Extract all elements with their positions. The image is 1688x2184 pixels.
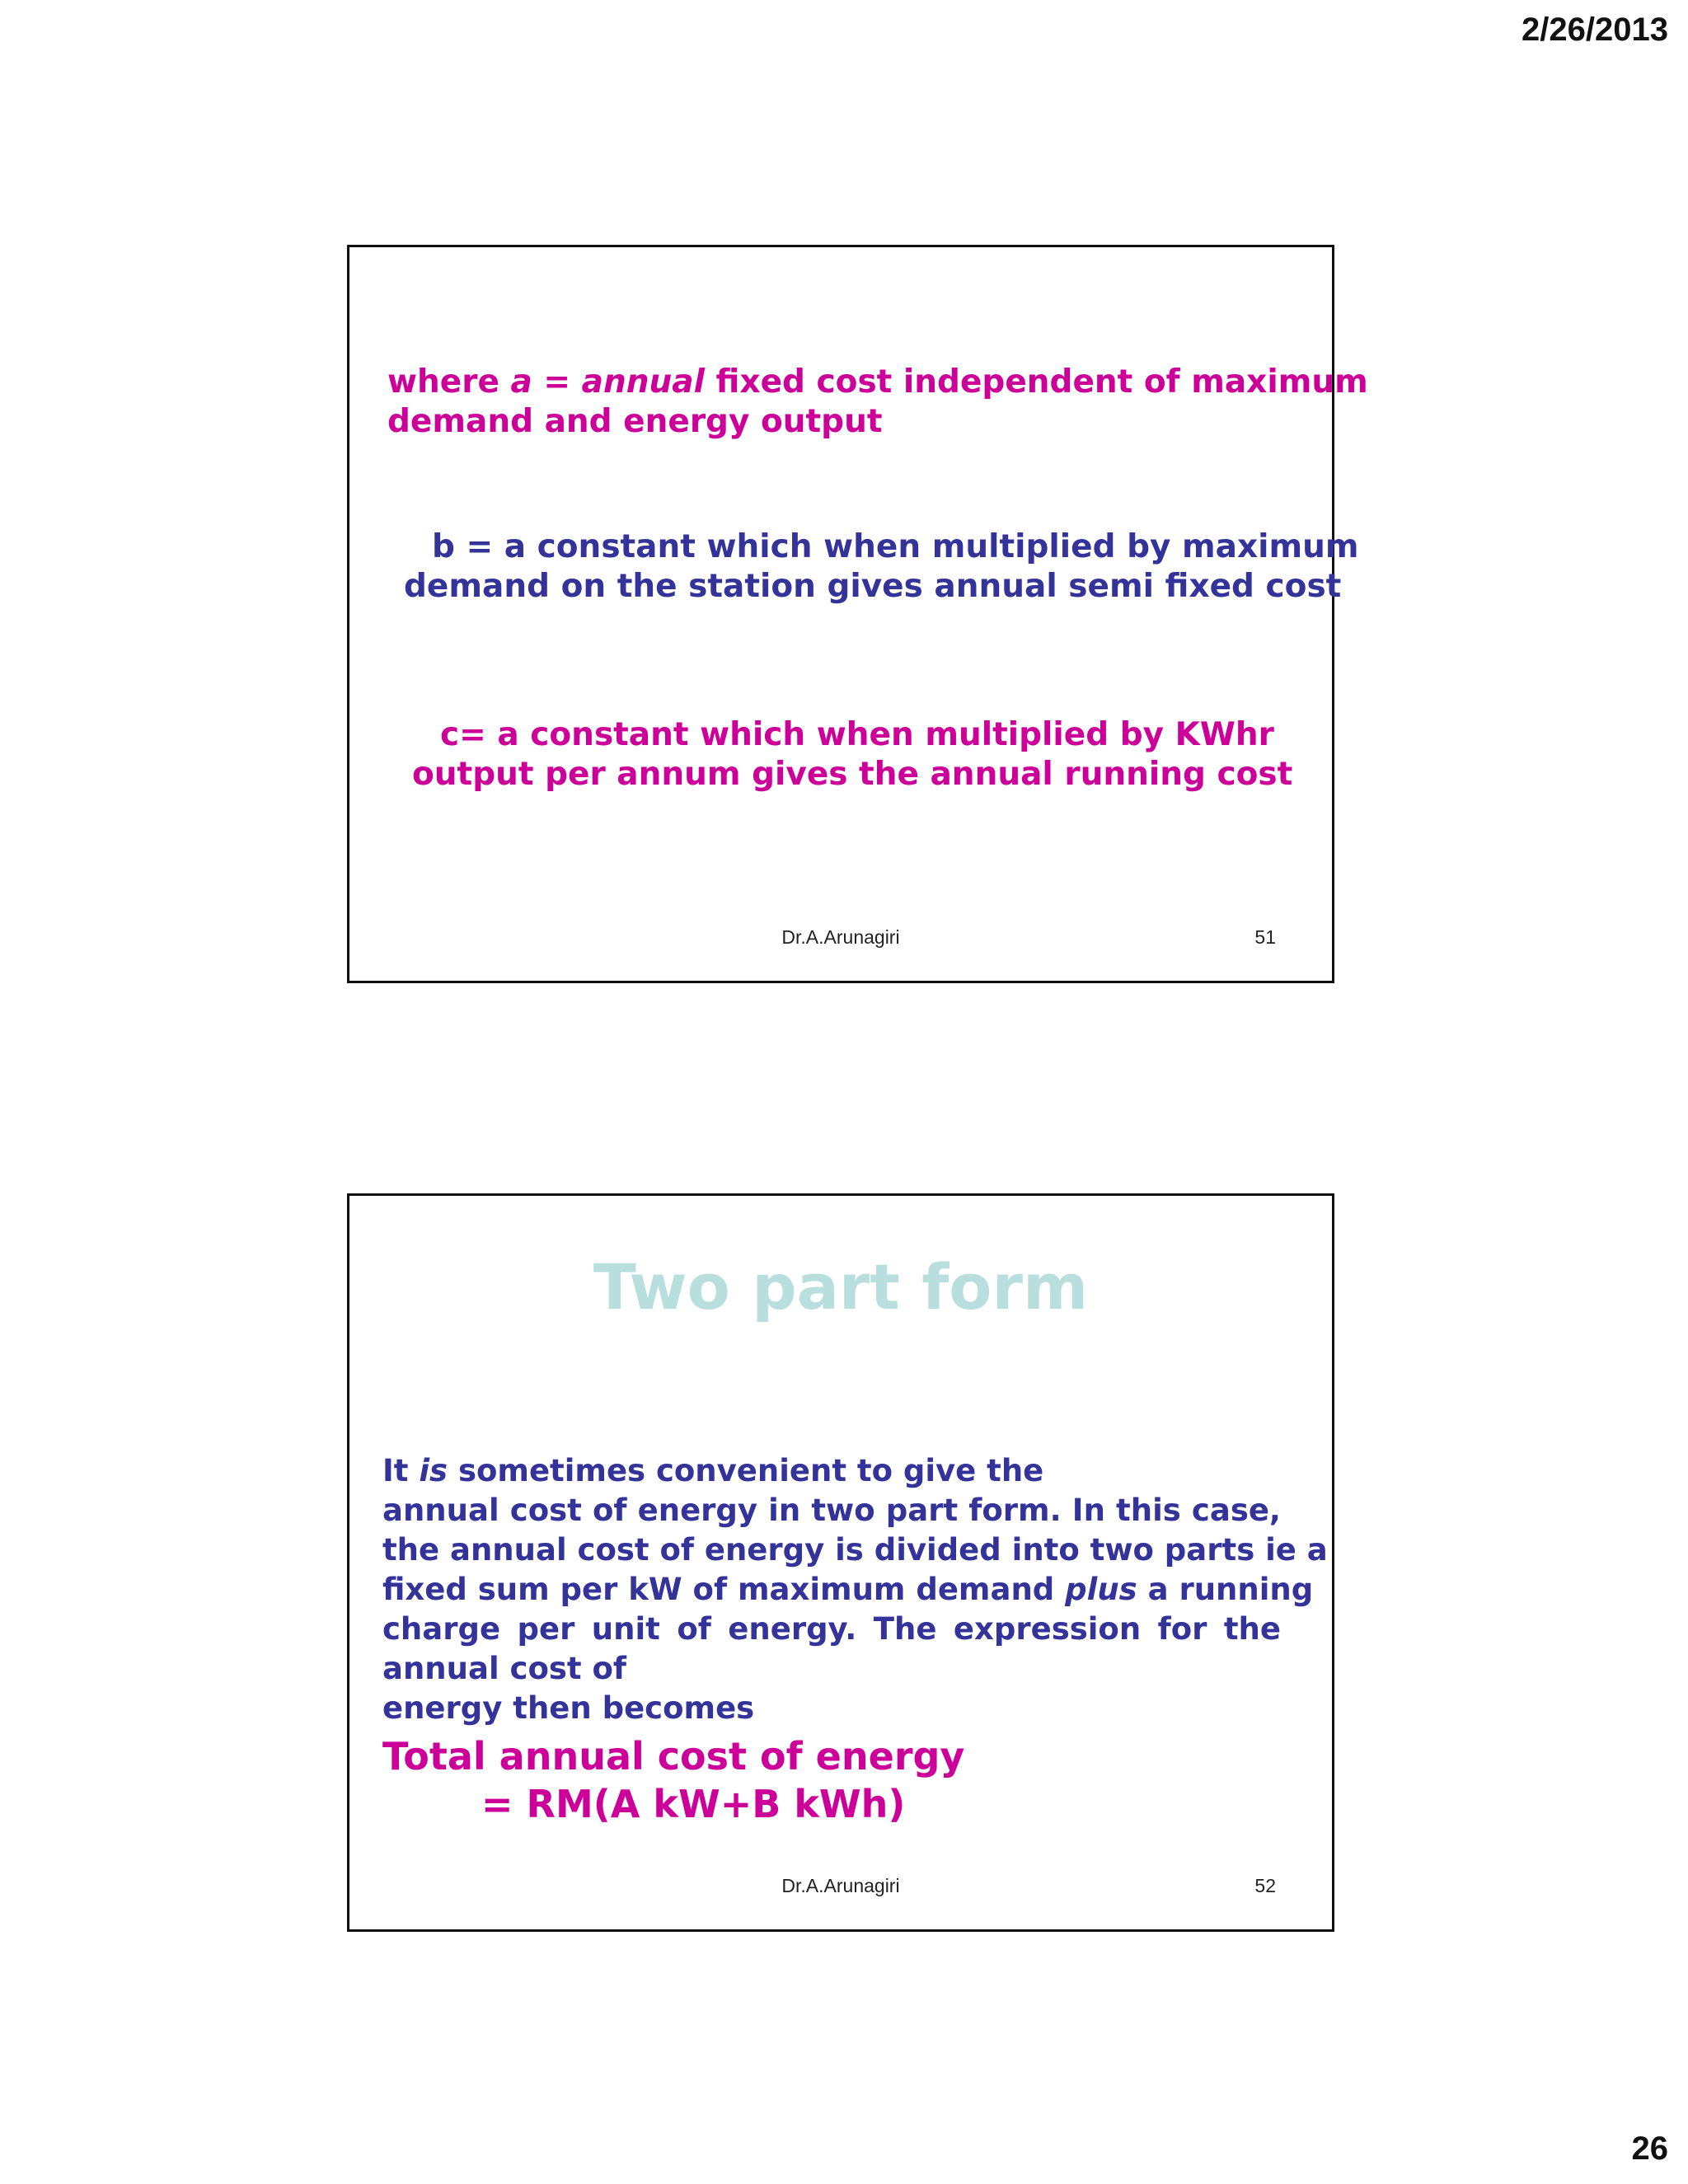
paragraph-line-1-post: sometimes convenient to give the [448,1453,1044,1488]
definition-a-variable: a = annual [510,363,705,401]
page-number: 26 [1631,2130,1668,2167]
slide-52 [347,1193,1334,1932]
body-paragraph [382,1451,1328,1728]
definition-a-line-2: demand and energy output [387,403,883,440]
page-date: 2/26/2013 [1522,12,1668,48]
paragraph-line-1 [382,1451,1281,1491]
formula-line-2: = RM(A kW+B kWh) [481,1782,906,1826]
paragraph-line-4-pre: fixed sum per kW of maximum demand [382,1572,1066,1607]
slide-footer-author: Dr.A.Arunagiri [781,926,900,948]
paragraph-line-3: the annual cost of energy is divided into two parts ie a [382,1532,1328,1568]
paragraph-line-5: charge per unit of energy. The expression for the [382,1611,1281,1647]
definition-a-text: fixed cost independent of maximum [704,363,1368,401]
definition-c-line-2: output per annum gives the annual running cost [412,756,1293,793]
definition-a-prefix: where [387,363,511,401]
paragraph-line-1-emphasis: is [419,1453,448,1488]
paragraph-line-4-post: a running [1137,1572,1314,1607]
slide-51 [347,245,1368,983]
definition-b-line-1: b = a constant which when multiplied by maximum [432,528,1359,565]
definition-b-line-2: demand on the station gives annual semi fixed cost [404,568,1342,605]
slide-footer-number: 52 [1254,1875,1276,1896]
paragraph-line-4-emphasis: plus [1065,1572,1137,1607]
slide-footer-number: 51 [1254,926,1276,948]
slide-footer-author: Dr.A.Arunagiri [781,1875,900,1896]
formula-line-1: Total annual cost of energy [382,1734,965,1779]
paragraph-line-4 [382,1570,1314,1610]
definition-c-line-1: c= a constant which when multiplied by KWhr [440,716,1274,753]
paragraph-line-6: annual cost of [382,1651,626,1686]
paragraph-line-1-pre: It [382,1453,420,1488]
definition-a-line-1 [387,363,1368,402]
paragraph-line-2: annual cost of energy in two part form. In this case, [382,1493,1281,1528]
slide-title: Two part form [593,1250,1089,1324]
paragraph-line-7: energy then becomes [382,1690,755,1726]
